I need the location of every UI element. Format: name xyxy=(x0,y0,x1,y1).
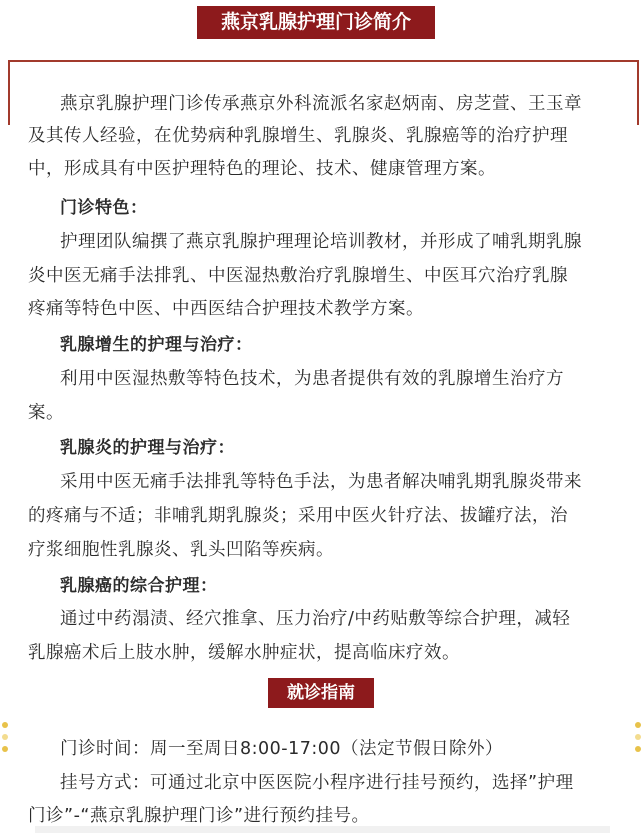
hyperplasia-line-2: 案。 xyxy=(28,403,64,423)
intro-line-3: 中，形成具有中医护理特色的理论、技术、健康管理方案。 xyxy=(28,159,496,179)
frame-right-edge xyxy=(637,70,639,125)
decor-dot xyxy=(635,722,641,728)
section-heading-hyperplasia: 乳腺增生的护理与治疗： xyxy=(60,335,253,355)
intro-line-2: 及其传人经验，在优势病种乳腺增生、乳腺炎、乳腺癌等的治疗护理 xyxy=(28,126,568,146)
bottom-divider xyxy=(35,826,610,833)
decor-dot xyxy=(2,722,8,728)
frame-left-edge xyxy=(8,70,10,125)
section-title-banner: 燕京乳腺护理门诊简介 xyxy=(197,6,435,39)
features-line-3: 疼痛等特色中医、中西医结合护理技术教学方案。 xyxy=(28,299,424,319)
guide-registration-line-1: 挂号方式：可通过北京中医医院小程序进行挂号预约，选择”护理 xyxy=(60,773,574,793)
decor-dot xyxy=(2,746,8,752)
decor-dot xyxy=(635,734,641,740)
intro-line-1: 燕京乳腺护理门诊传承燕京外科流派名家赵炳南、房芝萱、王玉章 xyxy=(60,94,582,114)
decor-dot xyxy=(2,734,8,740)
guide-registration-line-2: 门诊”-“燕京乳腺护理门诊”进行预约挂号。 xyxy=(28,806,370,826)
features-line-2: 炎中医无痛手法排乳、中医湿热敷治疗乳腺增生、中医耳穴治疗乳腺 xyxy=(28,266,568,286)
content-frame-top xyxy=(8,60,639,72)
section-heading-features: 门诊特色： xyxy=(60,198,148,218)
left-decor-dots xyxy=(2,722,8,758)
mastitis-line-2: 的疼痛与不适；非哺乳期乳腺炎；采用中医火针疗法、拔罐疗法，治 xyxy=(28,506,568,526)
hyperplasia-line-1: 利用中医湿热敷等特色技术，为患者提供有效的乳腺增生治疗方 xyxy=(60,369,564,389)
features-line-1: 护理团队编撰了燕京乳腺护理理论培训教材，并形成了哺乳期乳腺 xyxy=(60,232,582,252)
cancer-line-1: 通过中药溻渍、经穴推拿、压力治疗/中药贴敷等综合护理，减轻 xyxy=(60,609,571,629)
section-heading-cancer: 乳腺癌的综合护理： xyxy=(60,576,218,596)
guide-hours-line: 门诊时间：周一至周日8:00-17:00（法定节假日除外） xyxy=(60,739,504,759)
section-heading-mastitis: 乳腺炎的护理与治疗： xyxy=(60,438,235,458)
right-decor-dots xyxy=(635,722,641,758)
mastitis-line-3: 疗浆细胞性乳腺炎、乳头凹陷等疾病。 xyxy=(28,540,334,560)
mastitis-line-1: 采用中医无痛手法排乳等特色手法，为患者解决哺乳期乳腺炎带来 xyxy=(60,472,582,492)
guide-title-badge: 就诊指南 xyxy=(268,678,374,708)
decor-dot xyxy=(635,746,641,752)
cancer-line-2: 乳腺癌术后上肢水肿，缓解水肿症状，提高临床疗效。 xyxy=(28,643,460,663)
